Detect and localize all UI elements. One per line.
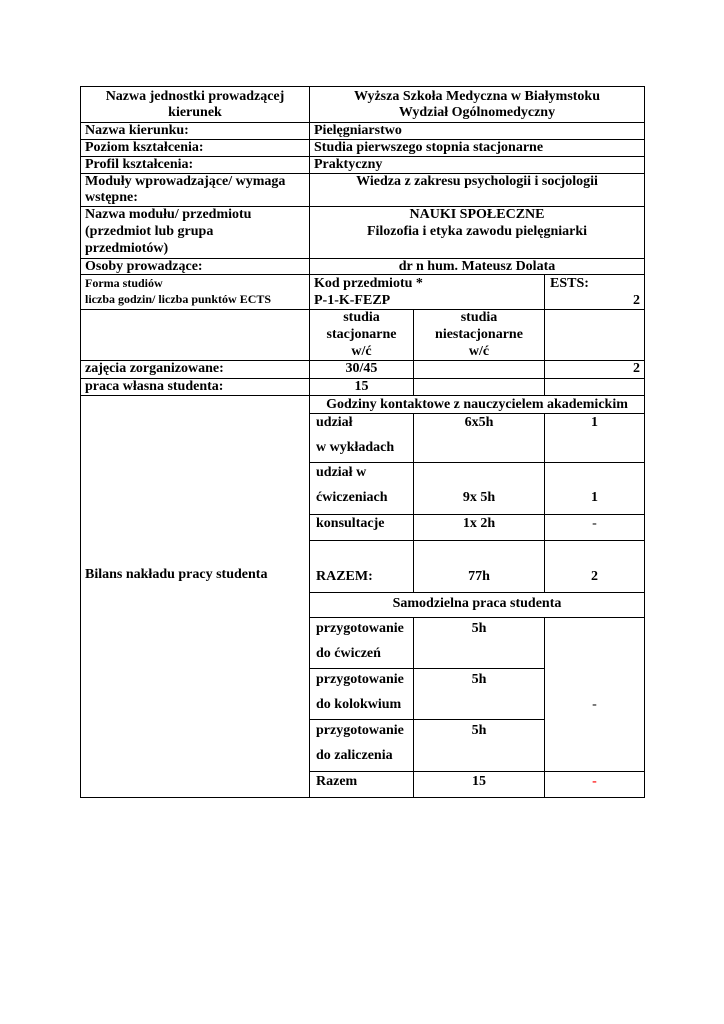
unit-label-line1: Nazwa jednostki prowadzącej: [105, 89, 285, 104]
unit-value-line1: Wyższa Szkoła Medyczna w Białymstoku: [353, 89, 601, 104]
stacj-header-line3: w/ć: [351, 344, 372, 359]
wyklady-label-line2: w wykładach: [316, 440, 395, 455]
stacj-header-line1: studia: [343, 310, 380, 325]
niestacj-header-line3: w/ć: [468, 344, 490, 359]
razem-ects: 2: [591, 569, 598, 584]
samodzielna-ects: -: [592, 697, 597, 712]
przyg-cw-hours: 5h: [471, 621, 487, 636]
razem2-label: Razem: [316, 774, 358, 789]
modul-label-line2: (przedmiot lub grupa: [85, 224, 214, 239]
modul-label-line3: przedmiotów): [85, 241, 169, 256]
moduly-label-line2: wstępne:: [85, 190, 138, 205]
moduly-label-line1: Moduły wprowadzające/ wymaga: [85, 174, 286, 189]
unit-value-line2: Wydział Ogólnomedyczny: [398, 105, 556, 120]
ests-value: 2: [633, 293, 640, 308]
wyklady-ects: 1: [591, 415, 598, 430]
przyg-zal-hours: 5h: [471, 723, 487, 738]
osoby-value: dr n hum. Mateusz Dolata: [398, 259, 556, 274]
modul-value-line2: Filozofia i etyka zawodu pielęgniarki: [366, 224, 588, 239]
wyklady-label-line1: udział: [316, 415, 353, 430]
konsultacje-hours: 1x 2h: [462, 516, 496, 531]
osoby-label: Osoby prowadzące:: [85, 259, 203, 274]
konsultacje-label: konsultacje: [316, 516, 385, 531]
modul-label-line1: Nazwa modułu/ przedmiotu: [85, 207, 252, 222]
przyg-cw-label-line1: przygotowanie: [316, 621, 404, 636]
niestacj-header-line1: studia: [460, 310, 498, 325]
cwiczenia-label-line2: ćwiczeniach: [316, 490, 388, 505]
kontakt-header: Godziny kontaktowe z nauczycielem akademickim: [326, 397, 628, 412]
razem2-hours: 15: [472, 774, 486, 789]
praca-stacj: 15: [354, 379, 369, 394]
profil-value: Praktyczny: [314, 157, 383, 172]
przyg-cw-label-line2: do ćwiczeń: [316, 646, 381, 661]
kierunek-label: Nazwa kierunku:: [85, 123, 189, 138]
bilans-label: Bilans nakładu pracy studenta: [85, 567, 268, 582]
razem2-ects: -: [592, 774, 597, 789]
moduly-value: Wiedza z zakresu psychologii i socjologii: [356, 174, 598, 189]
poziom-value: Studia pierwszego stopnia stacjonarne: [314, 140, 544, 155]
samodzielna-header: Samodzielna praca studenta: [392, 596, 562, 611]
zajecia-label: zajęcia zorganizowane:: [85, 361, 224, 376]
razem-hours: 77h: [468, 569, 490, 584]
poziom-label: Poziom kształcenia:: [85, 140, 204, 155]
stacj-header-line2: stacjonarne: [326, 327, 397, 342]
modul-value-line1: NAUKI SPOŁECZNE: [409, 207, 545, 222]
kod-label: Kod przedmiotu *: [314, 276, 423, 291]
ests-label: ESTS:: [550, 276, 589, 291]
przyg-kol-label-line1: przygotowanie: [316, 672, 404, 687]
wyklady-hours: 6x5h: [464, 415, 494, 430]
profil-label: Profil kształcenia:: [85, 157, 194, 172]
konsultacje-ects: -: [592, 516, 597, 531]
praca-label: praca własna studenta:: [85, 379, 224, 394]
kod-value: P-1-K-FEZP: [314, 293, 391, 308]
przyg-zal-label-line1: przygotowanie: [316, 723, 404, 738]
cwiczenia-ects: 1: [591, 490, 598, 505]
cwiczenia-hours: 9x 5h: [462, 490, 496, 505]
niestacj-header-line2: niestacjonarne: [435, 327, 523, 342]
przyg-kol-hours: 5h: [471, 672, 487, 687]
razem-label: RAZEM:: [316, 569, 373, 584]
forma-label-line1: Forma studiów: [85, 276, 163, 290]
forma-label-line2: liczba godzin/ liczba punktów ECTS: [85, 292, 272, 306]
zajecia-ects: 2: [633, 361, 640, 376]
unit-label-line2: kierunek: [168, 105, 222, 120]
cwiczenia-label-line1: udział w: [316, 465, 367, 480]
kierunek-value: Pielęgniarstwo: [314, 123, 402, 138]
przyg-kol-label-line2: do kolokwium: [316, 697, 402, 712]
przyg-zal-label-line2: do zaliczenia: [316, 748, 393, 763]
zajecia-stacj: 30/45: [345, 361, 378, 376]
